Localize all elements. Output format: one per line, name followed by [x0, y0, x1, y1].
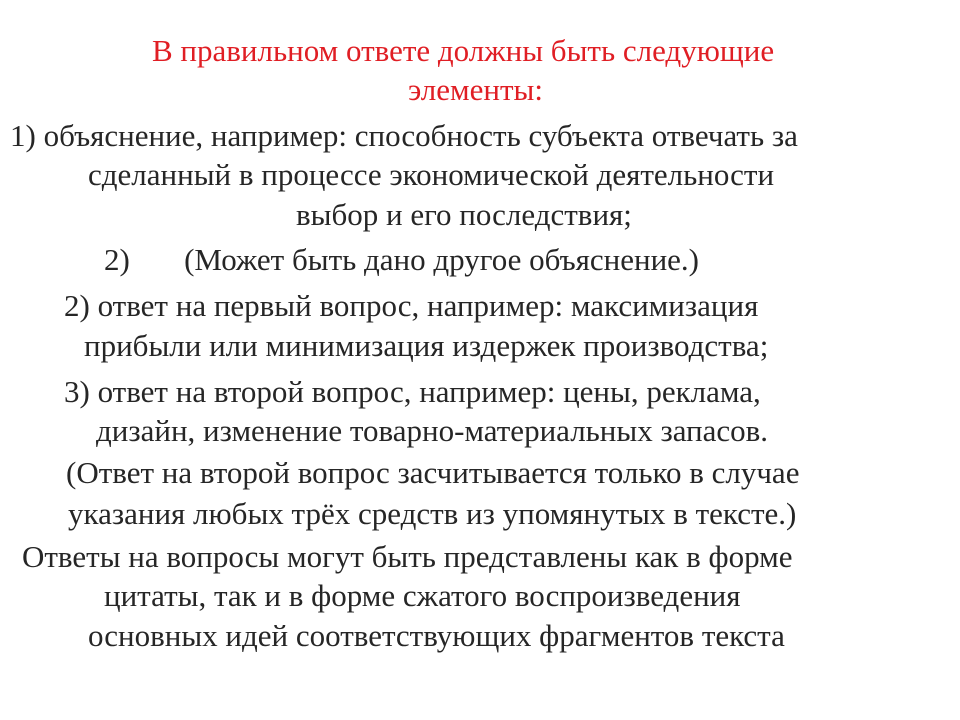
item-1-line-3: выбор и его последствия; [296, 197, 632, 232]
item-1-line-1: 1) объяснение, например: способность субъекта отвечать за [10, 118, 798, 153]
item-2-line-1: 2) ответ на первый вопрос, например: максимизация [64, 288, 759, 323]
footer-line-3: основных идей соответствующих фрагментов текста [88, 618, 785, 653]
item-3-line-2: дизайн, изменение товарно-материальных запасов. [96, 413, 769, 448]
heading-line-1: В правильном ответе должны быть следующие [152, 33, 775, 68]
heading-line-2: элементы: [408, 72, 543, 107]
footer-line-1: Ответы на вопросы могут быть представлены как в форме [22, 539, 793, 574]
item-2-line-2: прибыли или минимизация издержек производства; [84, 328, 769, 363]
note-scoring-line-2: указания любых трёх средств из упомянутых в тексте.) [68, 496, 797, 531]
item-1-line-2: сделанный в процессе экономической деятельности [88, 157, 775, 192]
footer-line-2: цитаты, так и в форме сжатого воспроизведения [104, 578, 741, 613]
note-scoring-line-1: (Ответ на второй вопрос засчитывается только в случае [66, 455, 800, 490]
note-alternative-explanation: 2) (Может быть дано другое объяснение.) [104, 242, 699, 277]
item-3-line-1: 3) ответ на второй вопрос, например: цены, реклама, [64, 374, 761, 409]
